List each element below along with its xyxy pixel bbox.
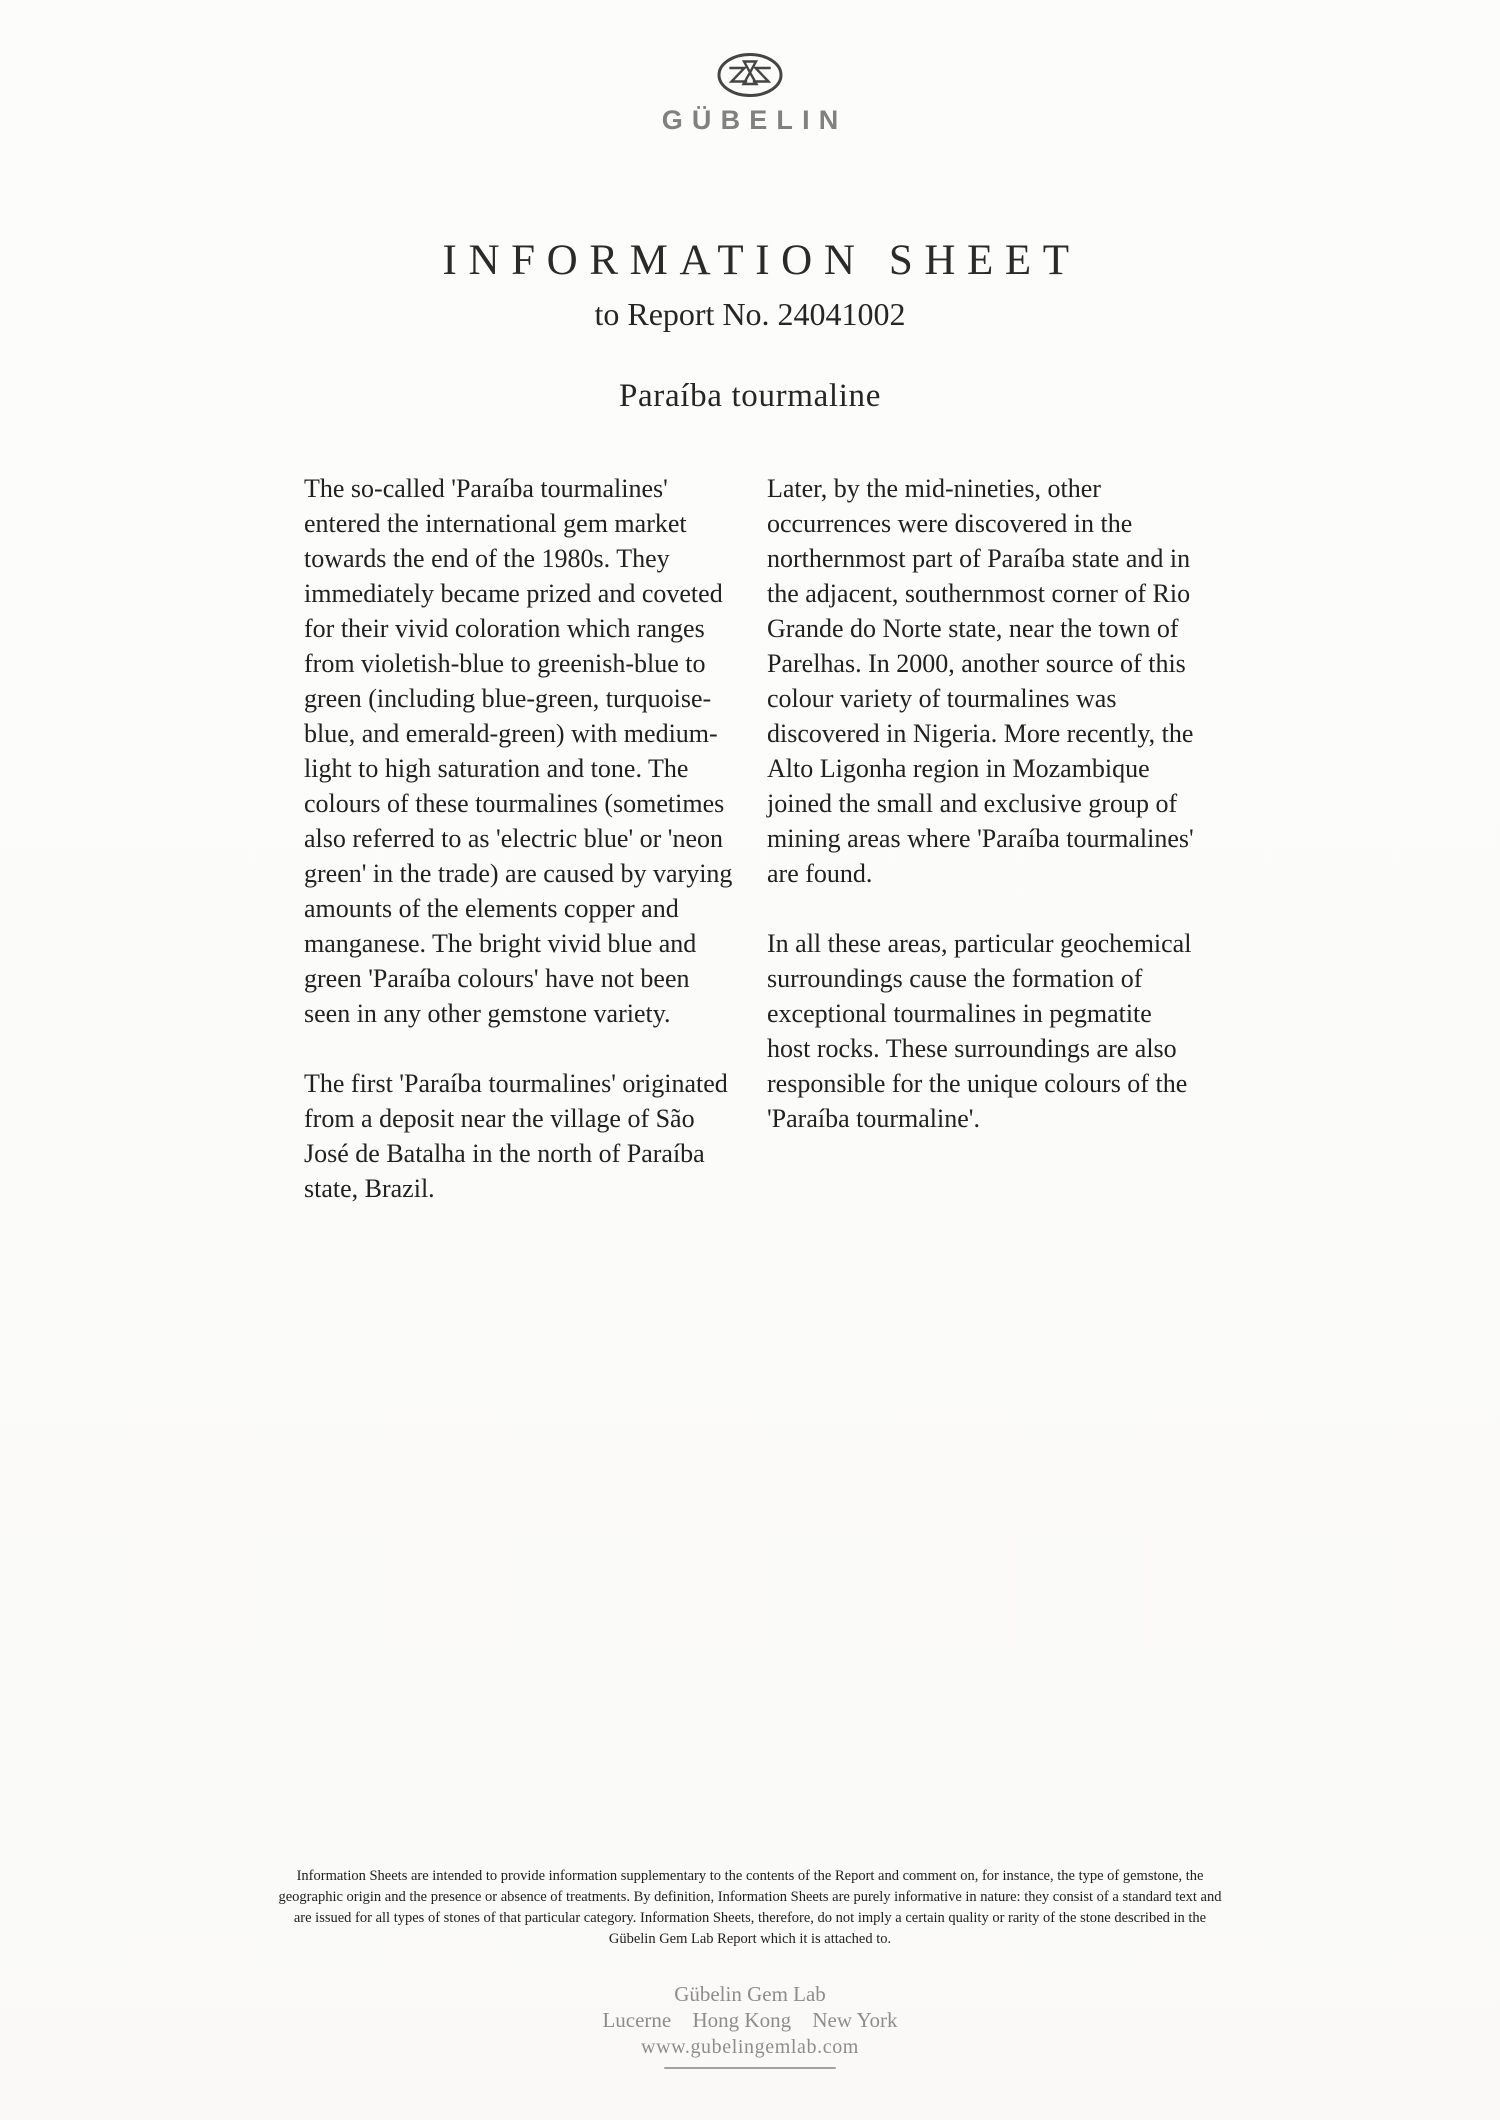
- brand-header: [0, 52, 1500, 136]
- stone-name-heading: Paraíba tourmaline: [618, 378, 882, 414]
- paragraph-intro: The so-called 'Paraíba tourmalines' entered the international gem market towards the end of the 1980s. They immediately became prized and coveted for their vivid coloration which ranges from violetish-blue to greenish-blue to green (including blue-green, turquoise-blue, and emerald-green) with medium-light to high saturation and tone. The colours of these tourmalines (sometimes also referred to as 'electric blue' or 'neon green' in the trade) are caused by varying amounts of the elements copper and manganese. The bright vivid blue and green 'Paraíba colours' have not been seen in any other gemstone variety.: [304, 474, 733, 1028]
- report-number-line: to Report No. 24041002: [594, 296, 906, 332]
- information-sheet-heading: INFORMATION SHEET: [442, 237, 1081, 284]
- disclaimer-text: Information Sheets are intended to provide information supplementary to the contents of the Report and comment on, for instance, the type of gemstone, the geographic origin and the presence or absence of treatments. By definition, Information Sheets are purely informative in nature: they consist of a standard text and are issued for all types of stones of that particular category. Information Sheets, therefore, do not imply a certain quality or rarity of the stone described in the Gübelin Gem Lab Report which it is attached to.: [278, 1867, 1222, 1947]
- paragraph-other-occurrences: Later, by the mid-nineties, other occurrences were discovered in the northernmost part of Paraíba state and in the adjacent, southernmost corner of Rio Grande do Norte state, near the town of Parelhas. In 2000, another source of this colour variety of tourmalines was discovered in Nigeria. More recently, the Alto Ligonha region in Mozambique joined the small and exclusive group of mining areas where 'Paraíba tourmalines' are found.: [767, 474, 1194, 888]
- location-item: New York: [812, 2008, 898, 2032]
- footer-locations: [0, 2007, 1500, 2034]
- website-url: www.gubelingemlab.com: [641, 2036, 859, 2058]
- brand-wordmark: GÜBELIN: [661, 105, 848, 135]
- location-item: Lucerne: [602, 2008, 672, 2032]
- location-item: Hong Kong: [692, 2008, 792, 2032]
- lab-name: Gübelin Gem Lab: [674, 1982, 826, 2006]
- left-column: [304, 471, 735, 1241]
- paragraph-first-deposit: The first 'Paraíba tourmalines' originated from a deposit near the village of São José de Batalha in the north of Paraíba state, Brazil.: [304, 1069, 728, 1203]
- body-columns: [304, 471, 1198, 1241]
- footer: [0, 1981, 1500, 2069]
- footer-divider: [664, 2067, 836, 2069]
- gubelin-emblem-icon: [716, 52, 784, 98]
- right-column: [767, 471, 1198, 1241]
- paragraph-geochemical: In all these areas, particular geochemical surroundings cause the formation of exceptional tourmalines in pegmatite host rocks. These surroundings are also responsible for the unique colours of the 'Paraíba tourmaline'.: [767, 929, 1192, 1133]
